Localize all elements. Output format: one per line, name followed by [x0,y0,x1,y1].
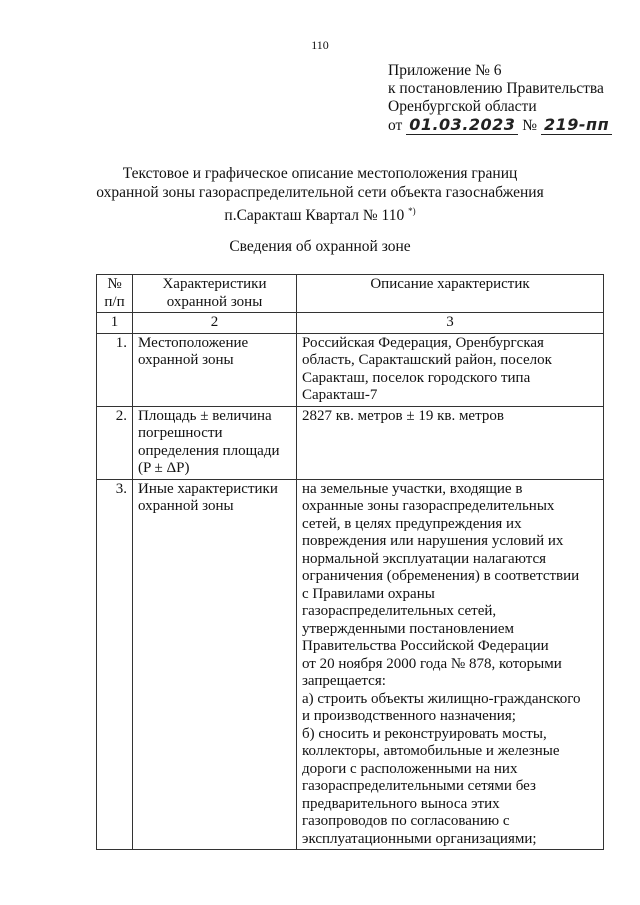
header-col-characteristic-line-1: Характеристики [162,276,267,292]
zone-info-table [96,274,604,850]
text-line: дороги с расположенными на них [302,760,518,777]
handwritten-number: 219-пп [541,115,612,135]
text-line: 2827 кв. метров ± 19 кв. метров [302,407,504,424]
text-line: область, Саракташский район, поселок [302,352,552,368]
handwritten-date: 01.03.2023 [406,115,518,135]
text-line: Иные характеристики [138,480,278,497]
table-index-row [97,313,604,334]
header-col-number-line-2: п/п [104,293,125,310]
text-line: погрешности [138,425,223,441]
text-line: газопроводов по согласованию с [302,813,510,829]
text-line: Российская Федерация, Оренбургская [302,334,544,351]
appendix-date-line [388,116,612,135]
text-line: Площадь ± величина [138,407,272,424]
title-line-1: Текстовое и графическое описание местоположения границ [122,165,518,182]
text-line: газораспределительных сетей, [302,603,497,619]
row-number: 3. [97,479,133,850]
text-line: газораспределительными сетями без [302,778,536,794]
row-number: 2. [97,406,133,479]
table-row [97,479,604,850]
text-line: охранной зоны [138,352,234,368]
text-line: от 20 ноября 2000 года № 878, которыми [302,655,562,672]
title-line-3-text: п.Саракташ Квартал № 110 [224,207,405,225]
text-line: охранной зоны [138,498,234,514]
text-line: Саракташ, поселок городского типа [302,369,531,386]
row-description [297,406,604,479]
row-characteristic [133,479,297,850]
text-line: Местоположение [138,334,249,351]
text-line: ограничения (обременения) в соответствии [302,568,580,584]
row-description [297,333,604,406]
text-line: б) сносить и реконструировать мосты, [302,725,547,742]
row-characteristic [133,333,297,406]
text-line: сетей, в целях предупреждения их [302,515,522,532]
text-line: утвержденными постановлением [302,620,514,637]
text-line: на земельные участки, входящие в [302,480,523,497]
text-line: повреждения или нарушения условий их [302,533,564,549]
footnote-mark: *) [408,206,416,216]
header-col-characteristic [133,275,297,313]
text-line: Саракташ-7 [302,387,378,403]
text-line: определения площади [138,442,280,459]
document-title [0,164,640,225]
appendix-line-3: Оренбургской области [388,98,537,115]
text-line: с Правилами охраны [302,585,435,602]
section-title: Сведения об охранной зоне [229,238,411,255]
header-col-number [97,275,133,313]
row-characteristic [133,406,297,479]
text-line: запрещается: [302,673,386,689]
appendix-line-2: к постановлению Правительства [388,80,604,97]
index-cell-3: 3 [297,313,604,334]
table-header-row [97,275,604,313]
text-line: Правительства Российской Федерации [302,638,549,654]
header-col-number-line-1: № [107,276,122,292]
text-line: предварительного выноса этих [302,795,500,812]
header-col-description: Описание характеристик [297,275,604,313]
text-line: и производственного назначения; [302,708,516,724]
title-line-2: охранной зоны газораспределительной сети объекта газоснабжения [96,184,544,201]
row-number: 1. [97,333,133,406]
text-line: а) строить объекты жилищно-гражданского [302,690,581,707]
number-prefix: № [522,117,538,134]
index-cell-2: 2 [133,313,297,334]
table-row [97,406,604,479]
table-row [97,333,604,406]
text-line: коллекторы, автомобильные и железные [302,743,560,759]
text-line: эксплуатационными организациями; [302,830,537,847]
appendix-block [388,62,612,135]
appendix-line-1: Приложение № 6 [388,62,502,79]
text-line: нормальной эксплуатации налагаются [302,550,547,567]
date-prefix: от [388,117,403,134]
header-col-characteristic-line-2: охранной зоны [166,293,263,310]
page-number: 110 [311,38,329,52]
text-line: (P ± ΔP) [138,460,190,476]
title-line-3 [0,202,640,225]
row-description [297,479,604,850]
index-cell-1: 1 [97,313,133,334]
text-line: охранные зоны газораспределительных [302,498,555,514]
